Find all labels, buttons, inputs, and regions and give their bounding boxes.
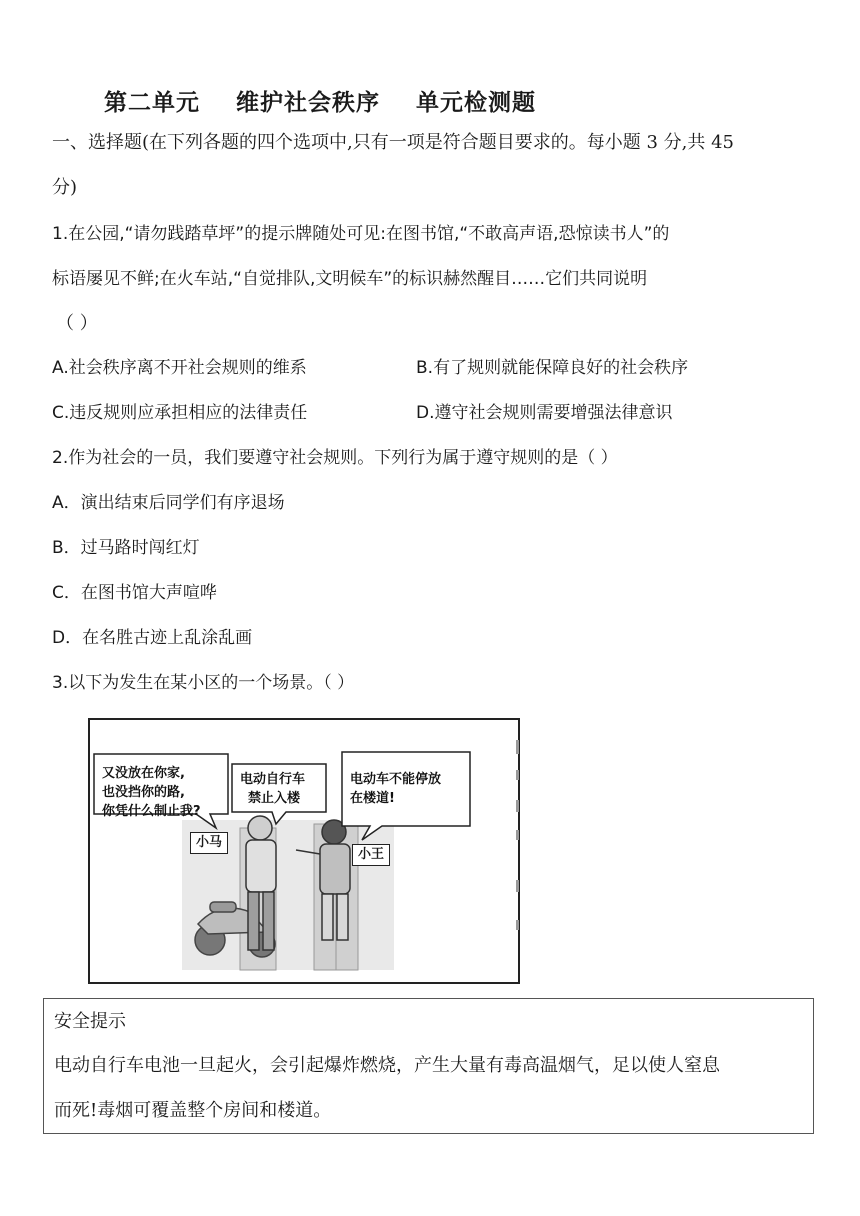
section-heading-line2: 分) (52, 177, 78, 198)
page-title: 第二单元 维护社会秩序 单元检测题 (104, 90, 537, 116)
bubble-right-line1: 电动车不能停放 (350, 772, 442, 787)
scan-edge-mark (516, 920, 519, 930)
bubble-sign-text (240, 770, 305, 808)
safety-tip-line1: 电动自行车电池一旦起火，会引起爆炸燃烧，产生大量有毒高温烟气，足以使人窒息 (54, 1055, 720, 1076)
safety-tip-heading: 安全提示 (54, 1011, 126, 1032)
bubble-right-line2: 在楼道! (350, 791, 395, 806)
q2-stem: 2.作为社会的一员，我们要遵守社会规则。下列行为属于遵守规则的是（ ） (52, 448, 618, 468)
scan-edge-mark (516, 740, 519, 754)
q1-answer-blank: （ ） (56, 313, 98, 334)
bubble-left-line1: 又没放在你家, (102, 766, 185, 781)
name-tag-xiaowang: 小王 (352, 844, 390, 866)
q1-options-row1 (52, 357, 812, 379)
safety-tip-line2: 而死!毒烟可覆盖整个房间和楼道。 (54, 1100, 332, 1121)
cartoon-illustration (90, 720, 518, 982)
q2-option-a[interactable]: A．演出结束后同学们有序退场 (52, 493, 285, 513)
q1-stem-line2: 标语屡见不鲜;在火车站,“自觉排队,文明候车”的标识赫然醒目……它们共同说明 (52, 269, 648, 289)
bubble-sign-line2: 禁止入楼 (248, 791, 301, 806)
scan-edge-mark (516, 770, 519, 780)
bubble-sign-line1: 电动自行车 (240, 772, 306, 787)
bubble-right-text (350, 770, 441, 808)
q1-option-b[interactable]: B.有了规则就能保障良好的社会秩序 (416, 358, 689, 378)
q1-options-row2 (52, 402, 812, 424)
q1-option-a[interactable]: A.社会秩序离不开社会规则的维系 (52, 358, 307, 378)
bubble-left-text (102, 764, 201, 821)
q2-option-d[interactable]: D．在名胜古迹上乱涂乱画 (52, 628, 253, 648)
name-tag-xiaoma: 小马 (190, 832, 228, 854)
scan-edge-mark (516, 800, 519, 812)
bubble-left-line3: 你凭什么制止我? (102, 804, 201, 819)
q2-option-b[interactable]: B．过马路时闯红灯 (52, 538, 200, 558)
q1-option-d[interactable]: D.遵守社会规则需要增强法律意识 (416, 403, 673, 423)
bubble-left-line2: 也没挡你的路, (102, 785, 185, 800)
q3-cartoon-figure (88, 718, 520, 984)
section-heading-line1: 一、选择题(在下列各题的四个选项中,只有一项是符合题目要求的。每小题 3 分,共 45 (52, 132, 734, 153)
q2-option-c[interactable]: C．在图书馆大声喧哗 (52, 583, 217, 603)
safety-tip-box (43, 998, 814, 1134)
q1-option-c[interactable]: C.违反规则应承担相应的法律责任 (52, 403, 308, 423)
scan-edge-mark (516, 880, 519, 892)
q3-stem: 3.以下为发生在某小区的一个场景。（ ） (52, 673, 355, 693)
q1-stem-line1: 1.在公园,“请勿践踏草坪”的提示牌随处可见:在图书馆,“不敢高声语,恐惊读书人”的 (52, 224, 670, 244)
scan-edge-mark (516, 830, 519, 840)
